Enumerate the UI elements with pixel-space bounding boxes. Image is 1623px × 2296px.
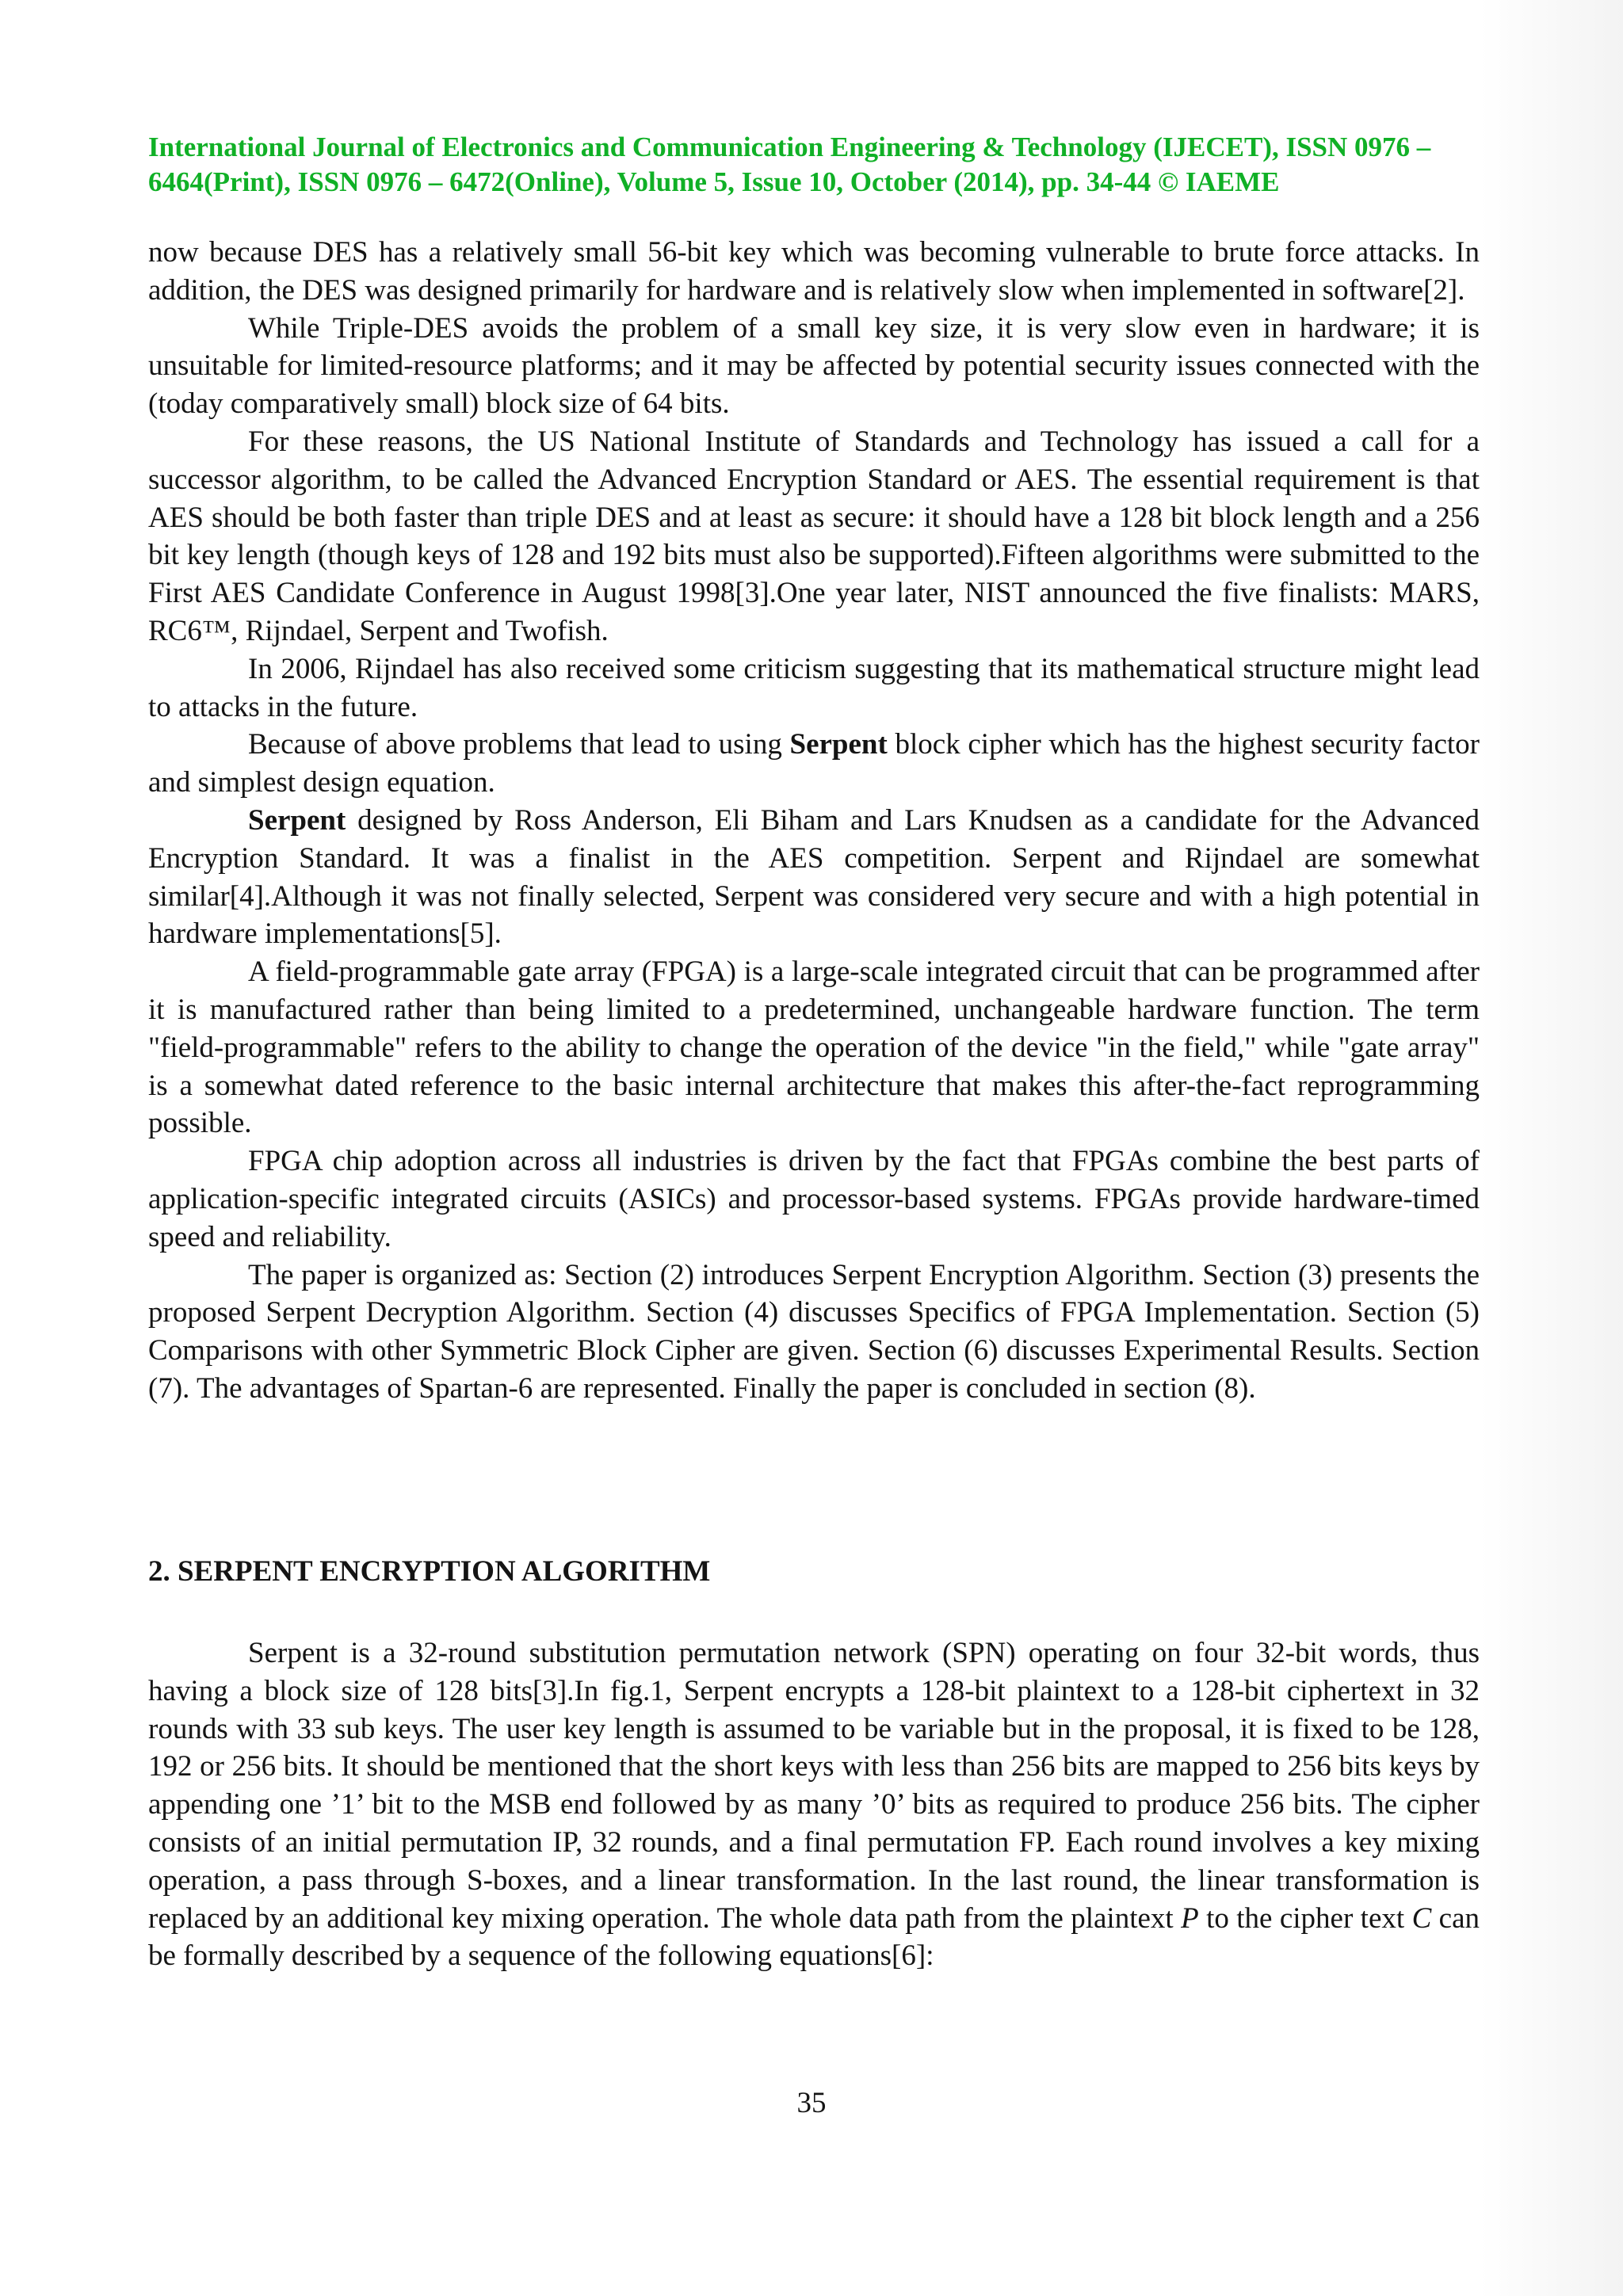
paragraph-fpga-adoption: FPGA chip adoption across all industries is driven by the fact that FPGAs combine the best parts of application-specific integrated circuits (ASICs) and processor-based systems. FPGAs provide hardware-timed speed and reliability. [148,1145,1480,1253]
paragraph-aes-call: For these reasons, the US National Institute of Standards and Technology has issued a call for a successor algorithm, to be called the Advanced Encryption Standard or AES. The essential requirement is that AES should be both faster than triple DES and at least as secure: it should have a 128 bit block length and a 256 bit key length (though keys of 128 and 192 bits must also be supported).Fifteen algorithms were submitted to the First AES Candidate Conference in August 1998[3].One year later, NIST announced the five finalists: MARS, RC6™, Rijndael, Serpent and Twofish. [148,425,1480,647]
text-run: Serpent is a 32-round substitution permutation network (SPN) operating on four 32-bit words, thus having a block size of 128 bits[3].In fig.1, Serpent encrypts a 128-bit plaintext to a 128-bit ciphertext in 32 rounds with 33 sub keys. The user key length is assumed to be variable but in the proposal, it is fixed to be 128, 192 or 256 bits. It should be mentioned that the short keys with less than 256 bits are mapped to 256 bits keys by appending one ’1’ bit to the MSB end followed by as many ’0’ bits as required to produce 256 bits. The cipher consists of an initial permutation IP, 32 rounds, and a final permutation FP. Each round involves a key mixing operation, a pass through S-boxes, and a linear transformation. In the last round, the linear transformation is replaced by an additional key mixing operation. The whole data path from the plaintext [148,1637,1480,1935]
journal-header [148,130,1495,200]
bold-term-serpent: Serpent [789,728,888,761]
section-heading: 2. SERPENT ENCRYPTION ALGORITHM [148,1555,711,1588]
paragraph-rijndael-criticism: In 2006, Rijndael has also received some criticism suggesting that its mathematical structure might lead to attacks in the future. [148,652,1480,723]
italic-symbol-c: C [1411,1901,1432,1935]
text-run: block cipher which has the highest security factor and simplest design equation. [148,728,1480,799]
journal-header-line-2: 6464(Print), ISSN 0976 – 6472(Online), Volume 5, Issue 10, October (2014), pp. 34-44 © IAEME [148,166,1280,197]
italic-symbol-p: P [1181,1901,1199,1935]
intro-body [148,234,1480,1408]
text-run: designed by Ross Anderson, Eli Biham and Lars Knudsen as a candidate for the Advanced Encryption Standard. It was a finalist in the AES competition. Serpent and Rijndael are somewhat similar[4].Although it was not finally selected, Serpent was considered very secure and with a high potential in hardware implementations[5]. [148,803,1480,951]
bold-term-serpent: Serpent [248,803,346,837]
section-2-body [148,1634,1480,1975]
text-run: to the cipher text [1198,1901,1412,1935]
page-number: 35 [796,2087,827,2119]
paragraph-des-key: now because DES has a relatively small 56-bit key which was becoming vulnerable to brute force attacks. In addition, the DES was designed primarily for hardware and is relatively slow when implemented in software[2]. [148,236,1480,307]
journal-header-line-1: International Journal of Electronics and Communication Engineering & Technology (IJECET), ISSN 0976 – [148,132,1431,162]
paragraph-paper-organization: The paper is organized as: Section (2) introduces Serpent Encryption Algorithm. Section (3) presents the proposed Serpent Decryption Algorithm. Section (4) discusses Specifics of FPGA Implementation. Section (5) Comparisons with other Symmetric Block Cipher are given. Section (6) discusses Experimental Results. Section (7). The advantages of Spartan-6 are represented. Finally the paper is concluded in section (8). [148,1258,1480,1405]
scan-edge-shading [1480,0,1623,2296]
paragraph-serpent-reason [148,726,1480,802]
text-run: can be formally described by a sequence of the following equations[6]: [148,1901,1480,1973]
text-run: Because of above problems that lead to using [248,728,790,761]
paragraph-fpga-definition: A field-programmable gate array (FPGA) is a large-scale integrated circuit that can be programmed after it is manufactured rather than being limited to a predetermined, unchangeable hardware function. The term "field-programmable" refers to the ability to change the operation of the device "in the field," while "gate array" is a somewhat dated reference to the basic internal architecture that makes this after-the-fact reprogramming possible. [148,955,1480,1140]
paragraph-triple-des: While Triple-DES avoids the problem of a small key size, it is very slow even in hardware; it is unsuitable for limited-resource platforms; and it may be affected by potential security issues connected with the (today comparatively small) block size of 64 bits. [148,311,1480,421]
paragraph-serpent-design [148,802,1480,953]
paragraph-serpent-spn [148,1634,1480,1975]
